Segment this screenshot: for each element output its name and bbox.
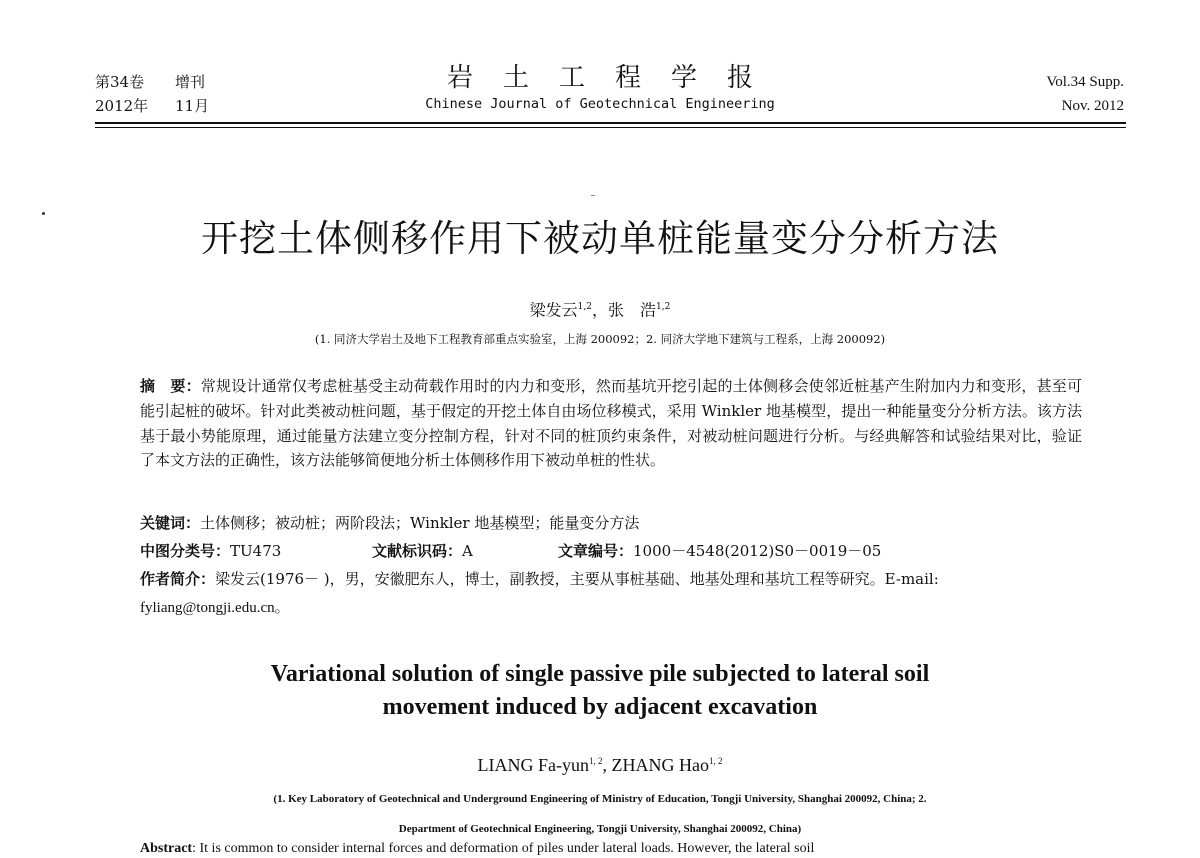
abstract-en (140, 840, 1100, 858)
year-cn: 2012年 (95, 97, 149, 115)
journal-masthead (0, 62, 1200, 114)
affiliation-en-line1: (1. Key Laboratory of Geotechnical and Underground Engineering of Ministry of Education, Tongji University, Shanghai 200092, China; 2. (273, 793, 927, 805)
author-2-en: ZHANG Hao (611, 755, 709, 775)
author-2-affil-en: 1, 2 (708, 756, 723, 766)
author-2-affil-cn: 1,2 (656, 302, 671, 312)
header-rule-thick (95, 122, 1126, 124)
abstract-label-en: Abstract (140, 841, 193, 856)
author-2-cn: 张 浩 (608, 300, 657, 320)
author-1-affil-cn: 1,2 (577, 302, 592, 312)
header-rule-thin (95, 127, 1126, 128)
author-separator-cn: ， (591, 300, 608, 320)
month-cn: 11月 (175, 97, 210, 115)
author-1-affil-en: 1, 2 (589, 756, 603, 766)
authors-en (0, 749, 1200, 777)
abstract-label-cn: 摘 要： (140, 377, 201, 395)
authors-cn (0, 296, 1200, 321)
article-no-value: 1000－4548(2012)S0－0019－05 (633, 542, 882, 560)
paper-title-cn: 开挖土体侧移作用下被动单桩能量变分分析方法 (201, 217, 999, 260)
abstract-cn (140, 374, 1082, 473)
abstract-text-en: : It is common to consider internal forces and deformation of piles under lateral loads. However, the lateral soil (192, 841, 815, 856)
journal-name-en: Chinese Journal of Geotechnical Engineering (425, 96, 775, 112)
affiliation-en-line2: Department of Geotechnical Engineering, Tongji University, Shanghai 200092, China) (398, 823, 802, 835)
volume-cn: 第34卷 (95, 73, 145, 91)
supplement-cn: 增刊 (175, 73, 206, 91)
author-email[interactable]: fyliang@tongji.edu.cn。 (140, 600, 290, 616)
author-separator-en: , (602, 755, 612, 775)
article-no-label: 文章编号： (558, 542, 634, 560)
clc-value: TU473 (230, 542, 282, 560)
affiliation-cn: (1. 同济大学岩土及地下工程教育部重点实验室，上海 200092；2. 同济大学地下建筑与工程系，上海 200092) (314, 332, 886, 346)
paper-title-en-line2: movement induced by adjacent excavation (382, 694, 818, 720)
author-bio-label: 作者简介： (140, 570, 216, 588)
author-1-cn: 梁发云 (529, 300, 578, 320)
author-1-en: LIANG Fa-yun (477, 755, 589, 775)
clc-label: 中图分类号： (140, 542, 231, 560)
author-bio (140, 567, 1110, 591)
keywords-text: 土体侧移；被动桩；两阶段法；Winkler 地基模型；能量变分方法 (200, 514, 640, 532)
journal-issue-en (1046, 70, 1124, 118)
doc-code-label: 文献标识码： (372, 542, 463, 560)
keywords-label: 关键词： (140, 514, 201, 532)
keywords-cn (140, 511, 1110, 535)
journal-name-cn: 岩土工程学报 (446, 63, 783, 93)
date-en: Nov. 2012 (1061, 98, 1124, 114)
doc-code-value: A (462, 542, 473, 560)
affiliation-en (0, 784, 1200, 844)
volume-en: Vol.34 Supp. (1046, 74, 1124, 90)
abstract-text-cn: 常规设计通常仅考虑桩基受主动荷载作用时的内力和变形，然而基坑开挖引起的土体侧移会使邻近桩基产生附加内力和变形，甚至可能引起桩的破坏。针对此类被动桩问题，基于假定的开挖土体自由场位移模式，采用 Winkler 地基模型，提出一种能量变分分析方法。该方法基于最小势能原理，通过能量方法建立变分控制方程，针对不同的桩顶约束条件，对被动桩问题进行分析。与经典解答和试验结果对比，验证了本文方法的正确性，该方法能够简便地分析土体侧移作用下被动单桩的性状。 (140, 377, 1082, 470)
author-bio-text: 梁发云(1976－ )，男，安徽肥东人，博士，副教授，主要从事桩基础、地基处理和基坑工程等研究。E-mail: (215, 570, 939, 588)
scan-speck (591, 195, 595, 196)
paper-title-en (0, 658, 1200, 724)
classification-line (140, 539, 1110, 563)
paper-title-en-line1: Variational solution of single passive pile subjected to lateral soil (270, 661, 930, 687)
